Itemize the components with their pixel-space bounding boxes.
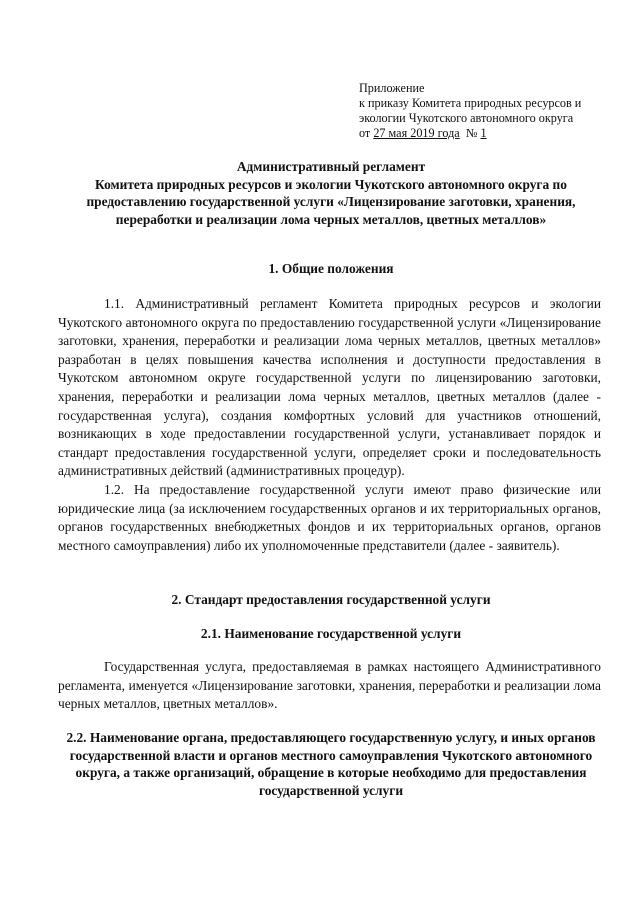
appendix-line: к приказу Комитета природных ресурсов и [359,96,582,110]
section-2-2-heading: 2.2. Наименование органа, предоставляющего государственную услугу, и иных органов государственной власти и органов местного самоуправления Чукотского автономного округа, а также организаций, обращение в которые необходимо для предоставления государственной услуги [66,730,596,798]
date-prefix: от [359,126,374,140]
section-2-1-heading: 2.1. Наименование государственной услуги [200,626,462,641]
section-1-heading: 1. Общие положения [268,261,394,276]
appendix-line: Приложение [359,81,425,95]
title-line-1: Административный регламент [236,159,426,174]
appendix-line: экологии Чукотского автономного округа [359,111,574,125]
order-date: 27 мая 2019 года [373,126,460,140]
paragraph-1-1: 1.1. Административный регламент Комитета природных ресурсов и экологии Чукотского автономного округа по предоставлению государственной услуги «Лицензирование заготовки, хранения, переработки и реализации лома черных металлов, цветных металлов» разработан в целях повышения качества исполнения и доступности предоставления в Чукотском автономном округе государственной услуги по лицензированию заготовки, хранения, переработки и реализации лома черных металлов, цветных металлов (далее - государственная услуга), создания комфортных условий для участников отношений, возникающих в ходе предоставлении государственной услуги, устанавливает порядок и стандарт предоставления государственной услуги, определяет сроки и последовательность административных действий (административных процедур). [58,296,601,479]
number-prefix: № [459,126,481,140]
paragraph-1-2: 1.2. На предоставление государственной услуги имеют право физические или юридические лица (за исключением государственных органов и их территориальных органов, органов государственных внебюджетных фондов и их территориальных органов, органов местного самоуправления) либо их уполномоченные представители (далее - заявитель). [58,482,601,553]
appendix-date-line [359,126,619,141]
paragraph-2-1: Государственная услуга, предоставляемая в рамках настоящего Административного регламента, именуется «Лицензирование заготовки, хранения, переработки и реализации лома черных металлов, цветных металлов». [58,659,601,712]
title-line-2: Комитета природных ресурсов и экологии Чукотского автономного округа по предоставлению государственной услуги «Лицензирование заготовки, хранения, переработки и реализации лома черных металлов, цветных металлов» [86,176,576,227]
section-2-heading: 2. Стандарт предоставления государственной услуги [171,592,491,607]
document-title [58,158,604,228]
appendix-block [359,81,619,141]
order-number: 1 [480,126,487,140]
